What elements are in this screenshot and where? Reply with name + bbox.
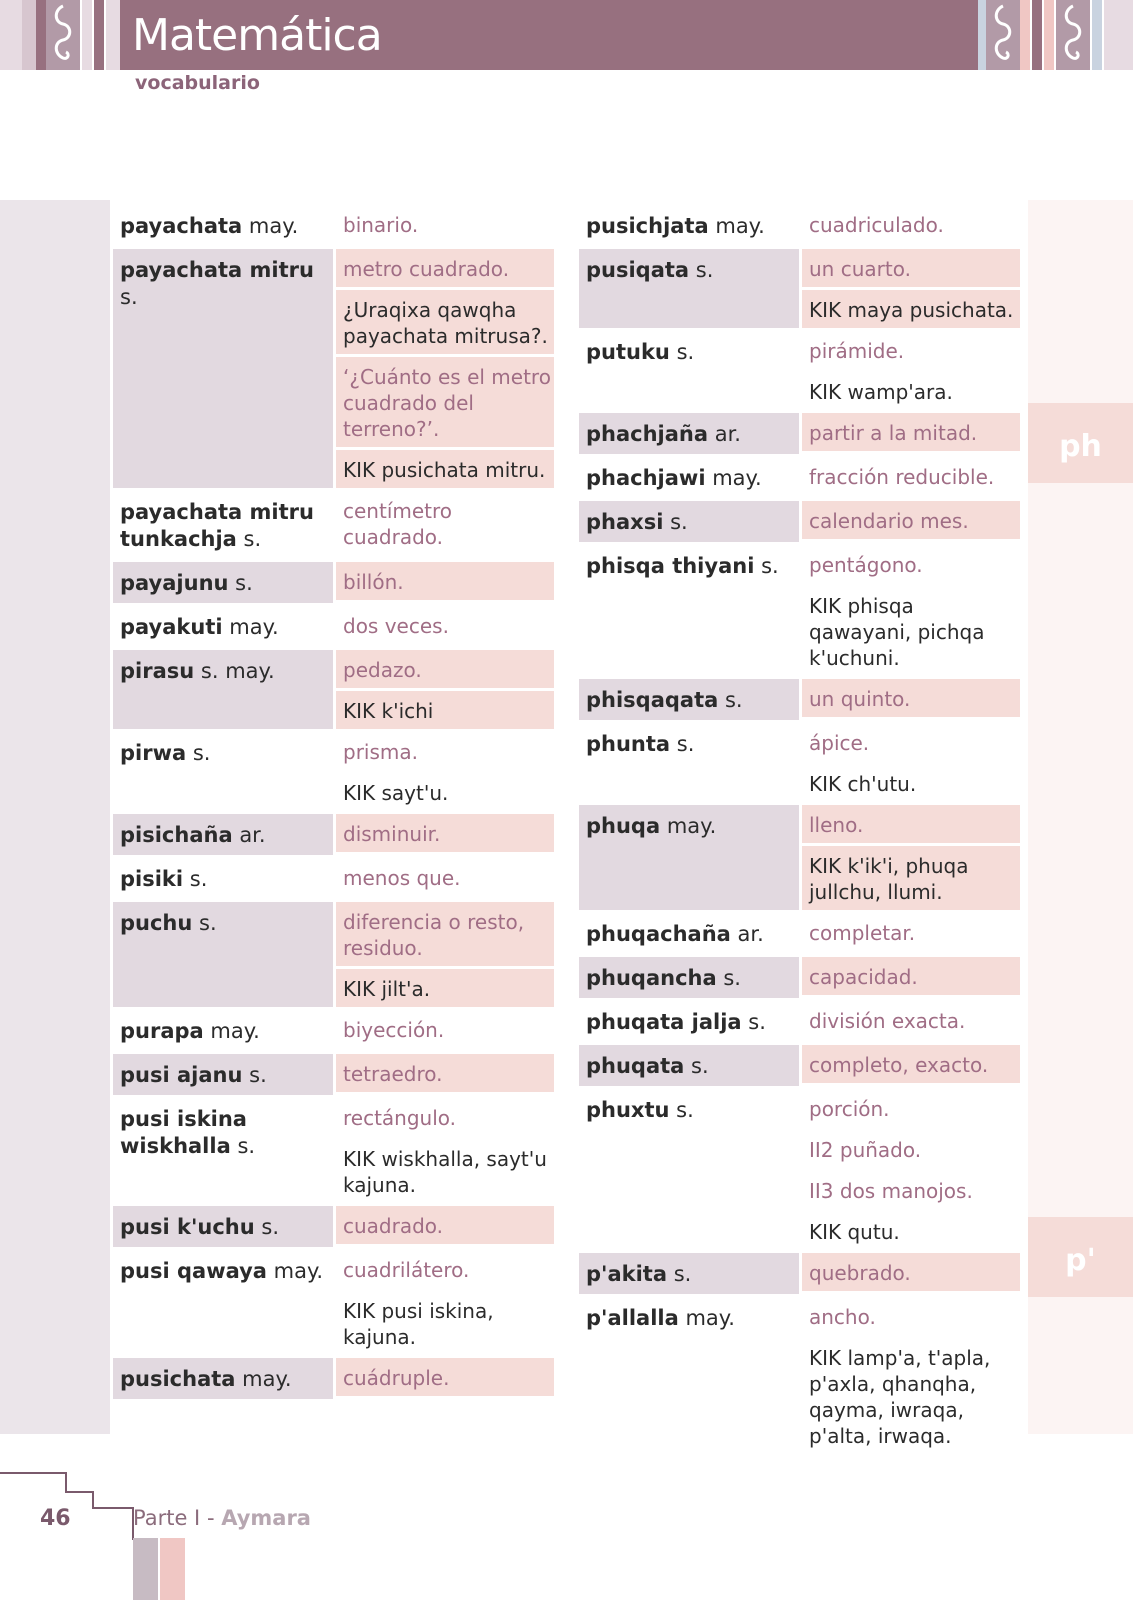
entry-part-of-speech: s. (761, 554, 779, 578)
entry-definition: quebrado. (802, 1253, 1020, 1291)
entry-definitions (802, 679, 1020, 720)
entry-part-of-speech: s. (695, 258, 714, 282)
entry-term-cell (579, 501, 799, 542)
entry-definitions (336, 732, 554, 811)
entry-definition: completo, exacto. (802, 1045, 1020, 1083)
entry-definition: binario. (343, 213, 419, 237)
vocabulary-entry (579, 679, 1020, 720)
vocabulary-entry (113, 1010, 554, 1051)
entry-term: phachjaña (586, 422, 709, 446)
header-stripe (1104, 0, 1133, 70)
entry-definition: partir a la mitad. (802, 413, 1020, 451)
vocabulary-entry (579, 913, 1020, 954)
vocabulary-entry (579, 1001, 1020, 1042)
entry-definitions (802, 331, 1020, 410)
entry-part-of-speech: may. (273, 1259, 324, 1283)
entry-definition: ‘¿Cuánto es el metro cuadrado del terreno?’. (336, 357, 554, 447)
spiral-ornament-icon (986, 0, 1020, 70)
entry-example: KIK pusichata mitru. (336, 450, 554, 488)
footer-bar (160, 1538, 185, 1600)
entry-definition: cuádruple. (336, 1358, 554, 1396)
entry-term-cell (113, 650, 333, 729)
footer-separator: - (206, 1506, 215, 1530)
vocabulary-entry (579, 723, 1020, 802)
entry-term-cell (113, 1098, 333, 1203)
entry-term: phuqachaña (586, 922, 731, 946)
entry-definitions (336, 562, 554, 603)
vocabulary-entry (579, 805, 1020, 910)
vocabulary-entry (579, 331, 1020, 410)
entry-definitions (802, 457, 1020, 498)
entry-part-of-speech: s. (261, 1215, 279, 1239)
vocabulary-entry (579, 501, 1020, 542)
entry-term: pusichata (120, 1367, 236, 1391)
entry-definitions (336, 606, 554, 647)
entry-part-of-speech: may. (248, 214, 299, 238)
entry-definition: un cuarto. (802, 249, 1020, 287)
entry-part-of-speech: s. (723, 966, 741, 990)
entry-definitions (336, 249, 554, 488)
entry-definitions (802, 913, 1020, 954)
entry-definition: metro cuadrado. (336, 249, 554, 287)
entry-part-of-speech: may. (666, 814, 717, 838)
entry-term: pusichjata (586, 214, 709, 238)
entry-definition: pedazo. (336, 650, 554, 688)
entry-term: payachata (120, 214, 243, 238)
vocabulary-entry (579, 205, 1020, 246)
entry-part-of-speech: may. (242, 1367, 292, 1391)
vocabulary-entry (113, 1206, 554, 1247)
entry-definition: porción. (809, 1097, 890, 1121)
entry-definition: cuadrado. (336, 1206, 554, 1244)
vocabulary-entry (113, 491, 554, 559)
entry-definitions (336, 902, 554, 1007)
entry-definitions (802, 1253, 1020, 1294)
entry-term: puchu (120, 911, 193, 935)
entry-term-cell (113, 902, 333, 1007)
entry-term: phisqaqata (586, 688, 719, 712)
vocabulary-entry (113, 902, 554, 1007)
entry-definitions (336, 205, 554, 246)
entry-example: KIK k'ichi (336, 691, 554, 729)
header-stripe (1092, 0, 1102, 70)
entry-part-of-speech: ar. (737, 922, 764, 946)
entry-term: pusi ajanu (120, 1063, 243, 1087)
entry-part-of-speech: s. (676, 340, 695, 364)
entry-definitions (336, 491, 554, 559)
entry-definition: menos que. (343, 866, 461, 890)
entry-term: purapa (120, 1019, 204, 1043)
entry-definitions (336, 1358, 554, 1399)
entry-term: payachata mitru (120, 258, 314, 282)
entry-definitions (802, 1089, 1020, 1250)
entry-definition: un quinto. (802, 679, 1020, 717)
entry-term-cell (579, 805, 799, 910)
header-stripe (36, 0, 46, 70)
entry-term-cell (113, 606, 333, 647)
entry-definitions (802, 1001, 1020, 1042)
entry-example: KIK phisqa qawayani, pichqa k'uchuni. (809, 594, 985, 670)
left-margin-panel (0, 200, 110, 1434)
entry-term-cell (113, 814, 333, 855)
entry-example: KIK lamp'a, t'apla, p'axla, qhanqha, qayma, iwraqa, p'alta, irwaqa. (809, 1346, 991, 1448)
entry-term: phachjawi (586, 466, 706, 490)
entry-definitions (336, 1010, 554, 1051)
entry-definitions (802, 805, 1020, 910)
entry-definition: II2 puñado. (809, 1138, 922, 1162)
entry-term-cell (579, 1089, 799, 1250)
entry-part-of-speech: s. (670, 510, 688, 534)
entry-definition: pentágono. (809, 553, 923, 577)
entry-part-of-speech: s. (676, 1098, 694, 1122)
entry-part-of-speech: s. (691, 1054, 709, 1078)
entry-definitions (802, 205, 1020, 246)
entry-example: KIK jilt'a. (336, 969, 554, 1007)
entry-term-cell (113, 1250, 333, 1355)
entry-example: ¿Uraqixa qawqha payachata mitrusa?. (336, 290, 554, 354)
entry-example: KIK k'ik'i, phuqa jullchu, llumi. (802, 846, 1020, 910)
section-letter-tab-p-apostrophe: p' (1028, 1217, 1133, 1297)
header-stripe (82, 0, 92, 70)
entry-part-of-speech: may. (229, 615, 279, 639)
entry-part-of-speech: s. (199, 911, 217, 935)
vocabulary-entry (579, 1253, 1020, 1294)
entry-term: phunta (586, 732, 671, 756)
entry-term: payajunu (120, 571, 229, 595)
vocabulary-entry (579, 957, 1020, 998)
entry-part-of-speech: s. (237, 1134, 256, 1158)
entry-term: p'allalla (586, 1306, 679, 1330)
footer-language: Aymara (221, 1506, 311, 1530)
entry-definition: rectángulo. (343, 1106, 457, 1130)
vocabulary-entry (113, 562, 554, 603)
entry-definition: dos veces. (343, 614, 449, 638)
entry-definition: división exacta. (809, 1009, 966, 1033)
vocabulary-entry (579, 545, 1020, 676)
entry-term-cell (579, 1253, 799, 1294)
entry-part-of-speech: ar. (239, 823, 266, 847)
entry-definition: lleno. (802, 805, 1020, 843)
entry-definitions (336, 1098, 554, 1203)
entry-term: phisqa thiyani (586, 554, 755, 578)
entry-definition: disminuir. (336, 814, 554, 852)
entry-definition: biyección. (343, 1018, 445, 1042)
entry-example: KIK sayt'u. (343, 781, 449, 805)
entry-example: KIK qutu. (809, 1220, 900, 1244)
entry-definition: cuadrilátero. (343, 1258, 470, 1282)
entry-term-cell (113, 249, 333, 488)
entry-definitions (336, 1054, 554, 1095)
entry-definition: centímetro cuadrado. (343, 499, 453, 549)
vocabulary-entry (113, 1358, 554, 1399)
entry-example: KIK pusi iskina, kajuna. (343, 1299, 494, 1349)
entry-term-cell (579, 913, 799, 954)
spiral-ornament-icon (46, 0, 80, 70)
entry-part-of-speech: s. (676, 732, 695, 756)
entry-term-cell (579, 545, 799, 676)
vocabulary-entry (579, 249, 1020, 328)
header-stripe (1032, 0, 1042, 70)
entry-term: phuqa (586, 814, 661, 838)
vocabulary-column-right (579, 205, 1020, 1457)
header-stripe (978, 0, 986, 70)
entry-term-cell (113, 1054, 333, 1095)
entry-term-cell (579, 723, 799, 802)
entry-term: phuqata (586, 1054, 685, 1078)
entry-term: phaxsi (586, 510, 664, 534)
entry-term-cell (113, 858, 333, 899)
entry-term-cell (579, 249, 799, 328)
entry-definition: ancho. (809, 1305, 876, 1329)
entry-part-of-speech: s. (673, 1262, 692, 1286)
entry-definition: billón. (336, 562, 554, 600)
entry-term-cell (579, 205, 799, 246)
vocabulary-entry (579, 413, 1020, 454)
entry-definitions (336, 650, 554, 729)
entry-part-of-speech: s. (748, 1010, 766, 1034)
entry-part-of-speech: may. (210, 1019, 260, 1043)
entry-term-cell (113, 205, 333, 246)
entry-term: pirasu (120, 659, 195, 683)
entry-part-of-speech: s. (724, 688, 743, 712)
entry-part-of-speech: s. (192, 741, 211, 765)
entry-part-of-speech: may. (712, 466, 762, 490)
entry-definition: pirámide. (809, 339, 905, 363)
entry-example: KIK wiskhalla, sayt'u kajuna. (343, 1147, 547, 1197)
vocabulary-entry (113, 650, 554, 729)
entry-term-cell (579, 1297, 799, 1454)
entry-example: KIK wamp'ara. (809, 380, 953, 404)
entry-part-of-speech: ar. (714, 422, 741, 446)
vocabulary-entry (113, 858, 554, 899)
entry-definitions (802, 413, 1020, 454)
page-subtitle: vocabulario (135, 72, 260, 94)
entry-part-of-speech: may. (685, 1306, 735, 1330)
vocabulary-entry (113, 1054, 554, 1095)
entry-definition: prisma. (343, 740, 418, 764)
vocabulary-entry (113, 814, 554, 855)
vocabulary-entry (579, 1297, 1020, 1454)
footer-section-label (133, 1506, 311, 1530)
entry-definitions (802, 545, 1020, 676)
entry-example: KIK maya pusichata. (802, 290, 1020, 328)
entry-term: phuqancha (586, 966, 717, 990)
section-letter-tab-ph: ph (1028, 403, 1133, 483)
entry-definition: II3 dos manojos. (809, 1179, 973, 1203)
entry-term-cell (579, 957, 799, 998)
vocabulary-column-left (113, 205, 554, 1402)
entry-term-cell (579, 331, 799, 410)
entry-term: pisiki (120, 867, 184, 891)
entry-term-cell (113, 491, 333, 559)
entry-definitions (336, 1250, 554, 1355)
vocabulary-entry (579, 1045, 1020, 1086)
header-stripe (22, 0, 36, 70)
vocabulary-entry (113, 1098, 554, 1203)
entry-definition: completar. (809, 921, 916, 945)
entry-definitions (802, 957, 1020, 998)
entry-term-cell (113, 732, 333, 811)
entry-definitions (802, 1297, 1020, 1454)
entry-part-of-speech: s. (243, 527, 262, 551)
entry-example: KIK ch'utu. (809, 772, 917, 796)
entry-term: p'akita (586, 1262, 668, 1286)
header-stripe (0, 0, 22, 70)
entry-part-of-speech: s. (189, 867, 208, 891)
vocabulary-entry (113, 249, 554, 488)
entry-term: phuxtu (586, 1098, 670, 1122)
entry-definition: ápice. (809, 731, 870, 755)
entry-term: pusi iskina wiskhalla (120, 1107, 247, 1158)
spiral-ornament-icon (1056, 0, 1090, 70)
entry-definitions (802, 1045, 1020, 1086)
entry-definition: calendario mes. (802, 501, 1020, 539)
entry-term: pusi k'uchu (120, 1215, 255, 1239)
header-stripe (94, 0, 104, 70)
entry-definition: tetraedro. (336, 1054, 554, 1092)
entry-term: putuku (586, 340, 670, 364)
entry-term: pusi qawaya (120, 1259, 267, 1283)
entry-definitions (802, 723, 1020, 802)
page-title: Matemática (132, 10, 382, 61)
entry-definitions (802, 501, 1020, 542)
entry-definition: cuadriculado. (809, 213, 944, 237)
entry-term-cell (579, 413, 799, 454)
entry-term-cell (113, 562, 333, 603)
entry-term: pusiqata (586, 258, 690, 282)
vocabulary-entry (113, 606, 554, 647)
entry-part-of-speech: s. may. (200, 659, 275, 683)
entry-part-of-speech: may. (715, 214, 765, 238)
entry-term-cell (113, 1358, 333, 1399)
entry-term-cell (113, 1206, 333, 1247)
header-stripe (106, 0, 120, 70)
entry-term: pirwa (120, 741, 187, 765)
entry-term: payachata mitru tunkachja (120, 500, 314, 551)
vocabulary-entry (113, 1250, 554, 1355)
page-number: 46 (40, 1506, 71, 1531)
entry-definition: capacidad. (802, 957, 1020, 995)
header-stripe (1020, 0, 1030, 70)
entry-definitions (336, 1206, 554, 1247)
vocabulary-entry (579, 457, 1020, 498)
header-stripe (1044, 0, 1054, 70)
entry-term-cell (579, 1045, 799, 1086)
entry-definitions (336, 858, 554, 899)
footer-bar (133, 1538, 158, 1600)
entry-part-of-speech: s. (249, 1063, 267, 1087)
footer-part: Parte I (133, 1506, 201, 1530)
entry-part-of-speech: s. (235, 571, 253, 595)
entry-term-cell (113, 1010, 333, 1051)
entry-term-cell (579, 1001, 799, 1042)
entry-term: phuqata jalja (586, 1010, 742, 1034)
entry-term-cell (579, 457, 799, 498)
entry-definitions (802, 249, 1020, 328)
vocabulary-entry (113, 205, 554, 246)
entry-term-cell (579, 679, 799, 720)
entry-definition: diferencia o resto, residuo. (336, 902, 554, 966)
entry-definition: fracción reducible. (809, 465, 995, 489)
entry-definitions (336, 814, 554, 855)
entry-part-of-speech: s. (120, 285, 138, 309)
vocabulary-entry (113, 732, 554, 811)
entry-term: pisichaña (120, 823, 233, 847)
vocabulary-entry (579, 1089, 1020, 1250)
entry-term: payakuti (120, 615, 223, 639)
